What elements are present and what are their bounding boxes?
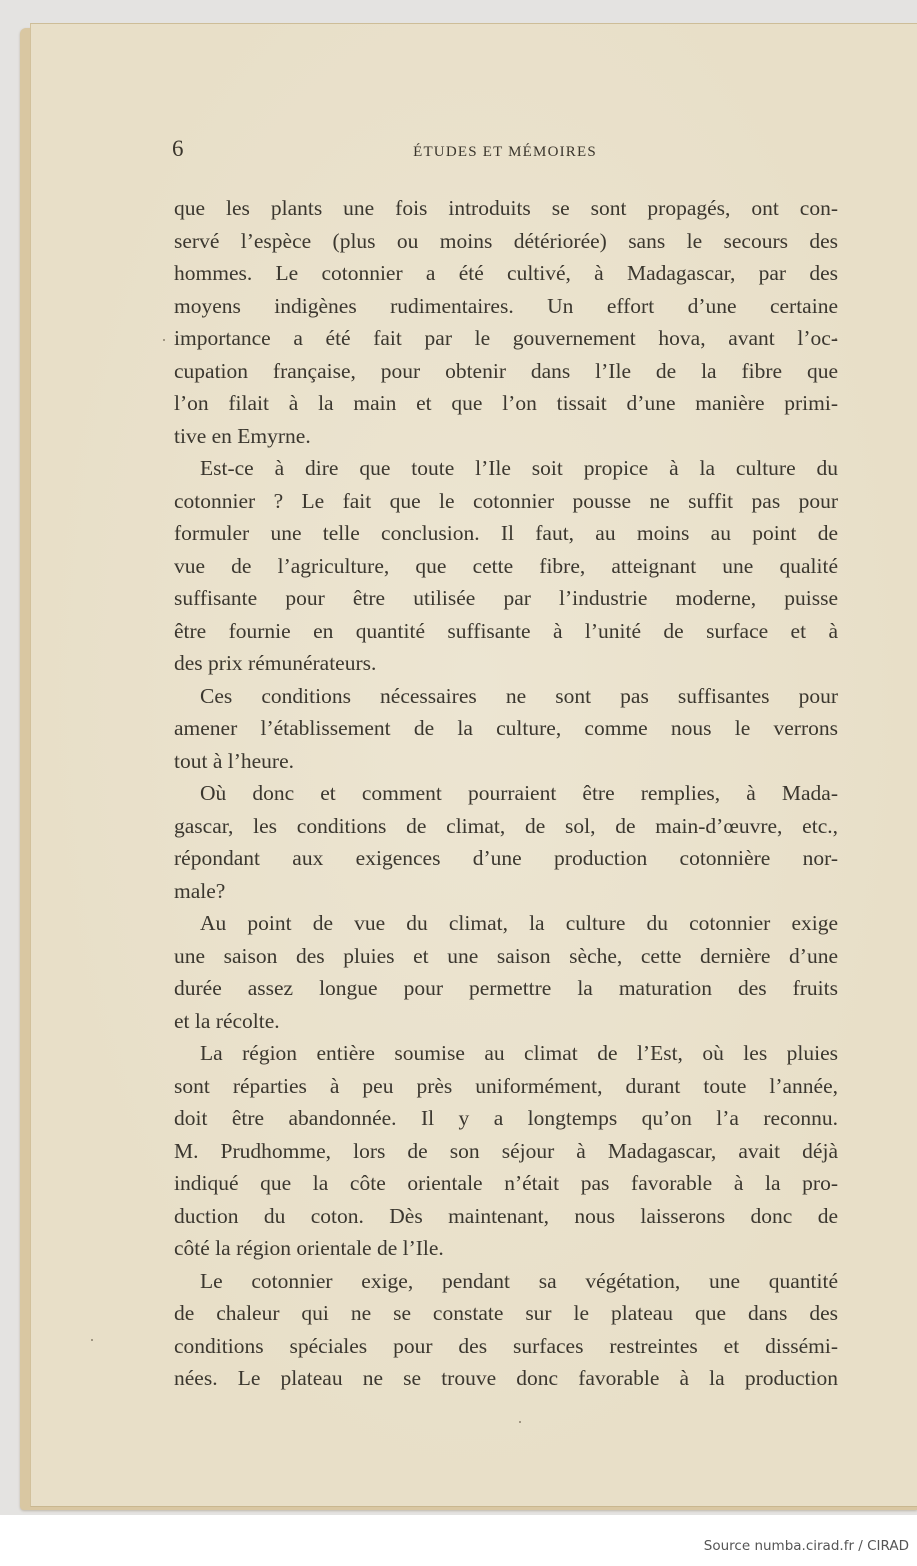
paragraph xyxy=(174,777,838,907)
text-line: durée assez longue pour permettre la maturation des fruits xyxy=(174,976,838,1000)
paragraph xyxy=(174,1037,838,1265)
text-line: amener l’établissement de la culture, comme nous le verrons xyxy=(174,716,838,740)
text-line: l’on filait à la main et que l’on tissait d’une manière primi- xyxy=(174,391,838,415)
text-line: doit être abandonnée. Il y a longtemps qu’on l’a reconnu. xyxy=(174,1106,838,1130)
source-credit: Source numba.cirad.fr / CIRAD xyxy=(703,1538,909,1554)
running-head xyxy=(170,136,840,166)
text-line: Où donc et comment pourraient être remplies, à Mada- xyxy=(200,781,838,805)
paragraph xyxy=(174,192,838,452)
text-line: sont réparties à peu près uniformément, durant toute l’année, xyxy=(174,1073,838,1098)
paper-speck xyxy=(91,1339,93,1341)
text-line: répondant aux exigences d’une production cotonnière nor- xyxy=(174,846,838,870)
text-line: vue de l’agriculture, que cette fibre, atteignant une qualité xyxy=(174,553,838,578)
text-line: suffisante pour être utilisée par l’industrie moderne, puisse xyxy=(174,586,838,610)
text-line: et la récolte. xyxy=(174,1008,280,1033)
running-title: ÉTUDES ET MÉMOIRES xyxy=(413,144,597,160)
text-line: moyens indigènes rudimentaires. Un effort d’une certaine xyxy=(174,293,838,318)
text-line: tive en Emyrne. xyxy=(174,423,311,448)
text-line: que les plants une fois introduits se sont propagés, ont con- xyxy=(174,196,838,220)
paragraph xyxy=(174,907,838,1037)
paragraph xyxy=(174,452,838,680)
text-line: Ces conditions nécessaires ne sont pas suffisantes pour xyxy=(200,683,838,708)
paper-speck xyxy=(519,1421,521,1423)
text-line: conditions spéciales pour des surfaces restreintes et dissémi- xyxy=(174,1333,838,1358)
text-line: hommes. Le cotonnier a été cultivé, à Madagascar, par des xyxy=(174,261,838,285)
text-line: gascar, les conditions de climat, de sol, de main-d’œuvre, etc., xyxy=(174,813,838,838)
text-line: Est-ce à dire que toute l’Ile soit propice à la culture du xyxy=(200,456,838,480)
text-line: une saison des pluies et une saison sèche, cette dernière d’une xyxy=(174,943,838,968)
text-line: Le cotonnier exige, pendant sa végétation, une quantité xyxy=(200,1268,838,1293)
text-line: importance a été fait par le gouvernement hova, avant l’oc- xyxy=(174,326,838,350)
text-line: Au point de vue du climat, la culture du cotonnier exige xyxy=(200,911,838,935)
text-line: être fournie en quantité suffisante à l’unité de surface et à xyxy=(174,618,838,643)
text-line: nées. Le plateau ne se trouve donc favorable à la production xyxy=(174,1366,838,1390)
text-line: tout à l’heure. xyxy=(174,748,294,773)
text-line: côté la région orientale de l’Ile. xyxy=(174,1236,444,1260)
text-line: duction du coton. Dès maintenant, nous laisserons donc de xyxy=(174,1203,838,1228)
paragraph xyxy=(174,1265,838,1395)
paper-speck xyxy=(163,339,165,341)
body-text xyxy=(174,192,838,1395)
text-line: cotonnier ? Le fait que le cotonnier pousse ne suffit pas pour xyxy=(174,488,838,513)
text-line: male? xyxy=(174,878,226,903)
text-line: servé l’espèce (plus ou moins détériorée) sans le secours des xyxy=(174,228,838,253)
text-line: La région entière soumise au climat de l’Est, où les pluies xyxy=(200,1041,838,1065)
text-line: M. Prudhomme, lors de son séjour à Madagascar, avait déjà xyxy=(174,1138,838,1163)
paragraph xyxy=(174,680,838,778)
text-line: formuler une telle conclusion. Il faut, au moins au point de xyxy=(174,521,838,545)
text-line: cupation française, pour obtenir dans l’Ile de la fibre que xyxy=(174,358,838,383)
page-number: 6 xyxy=(172,136,184,161)
text-line: indiqué que la côte orientale n’était pas favorable à la pro- xyxy=(174,1171,838,1195)
text-line: de chaleur qui ne se constate sur le plateau que dans des xyxy=(174,1301,838,1325)
text-line: des prix rémunérateurs. xyxy=(174,651,377,675)
